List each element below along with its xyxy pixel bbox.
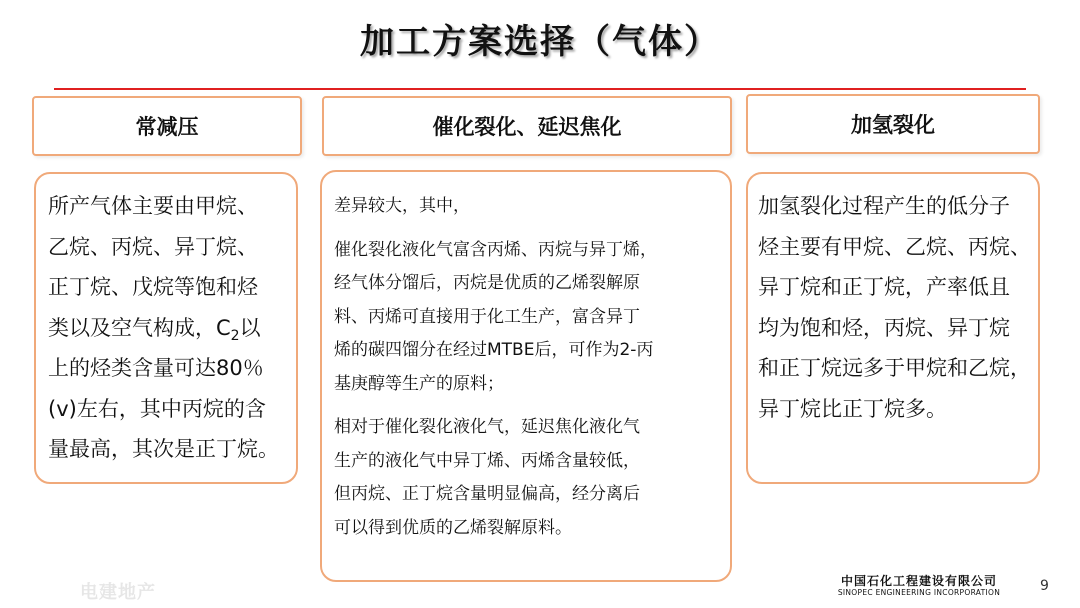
watermark: 电建地产 <box>80 582 156 603</box>
text-line: 加氢裂化过程产生的低分子 <box>758 194 1010 218</box>
text-line: 和正丁烷远多于甲烷和乙烷， <box>758 356 1031 380</box>
paragraph <box>334 411 720 545</box>
text-line: 乙烷、丙烷、异丁烷、 <box>48 234 258 259</box>
text-line: 烃主要有甲烷、乙烷、丙烷、 <box>758 234 1031 259</box>
company-name-cn: 中国石化工程建设有限公司 <box>840 574 997 588</box>
text-line: 异丁烷比正丁烷多。 <box>758 396 947 421</box>
company-name-en: SINOPEC ENGINEERING INCORPORATION <box>837 588 1001 597</box>
content-box-atmospheric-vacuum <box>34 172 298 484</box>
content-box-hydrocracking <box>746 172 1040 484</box>
text-line: 料、丙烯可直接用于化工生产，富含异丁 <box>334 306 640 327</box>
page-number: 9 <box>1040 578 1049 594</box>
subscript: 2 <box>230 327 240 344</box>
text-line: 但丙烷、正丁烷含量明显偏高，经分离后 <box>334 484 640 504</box>
text-line: (v)左右，其中丙烷的含 <box>48 396 266 421</box>
text-line: 正丁烷、戊烷等饱和烃 <box>48 275 258 299</box>
text-line: 差异较大，其中， <box>334 196 470 216</box>
text-run: 类以及空气构成，C <box>48 315 231 340</box>
text-line: 上的烃类含量可达80％ <box>48 356 264 380</box>
heading-fcc-coking: 催化裂化、延迟焦化 <box>322 96 732 156</box>
text-line: 可以得到优质的乙烯裂解原料。 <box>334 517 572 538</box>
text-run: 以 <box>239 315 261 340</box>
text-line: 均为饱和烃，丙烷、异丁烷 <box>758 315 1010 340</box>
text-line: 生产的液化气中异丁烯、丙烯含量较低， <box>334 450 640 471</box>
text-line: 经气体分馏后，丙烷是优质的乙烯裂解原 <box>334 273 640 293</box>
text-line <box>48 308 288 349</box>
content-box-fcc-coking <box>320 170 732 582</box>
title-divider <box>54 88 1026 90</box>
text-line: 所产气体主要由甲烷、 <box>48 194 258 218</box>
heading-atmospheric-vacuum: 常减压 <box>32 96 302 156</box>
text-line: 催化裂化液化气富含丙烯、丙烷与异丁烯， <box>334 239 657 260</box>
text-line: 量最高，其次是正丁烷。 <box>48 437 279 461</box>
paragraph <box>334 190 720 224</box>
text-line: 烯的碳四馏分在经过MTBE后，可作为2-丙 <box>334 340 654 360</box>
text-line: 相对于催化裂化液化气，延迟焦化液化气 <box>334 417 640 437</box>
text-line: 异丁烷和正丁烷，产率低且 <box>758 275 1010 299</box>
text-line: 基庚醇等生产的原料； <box>334 373 504 394</box>
slide-title: 加工方案选择（气体） <box>360 22 720 62</box>
heading-hydrocracking: 加氢裂化 <box>746 94 1040 154</box>
company-logo <box>800 574 1038 598</box>
paragraph <box>334 234 720 402</box>
